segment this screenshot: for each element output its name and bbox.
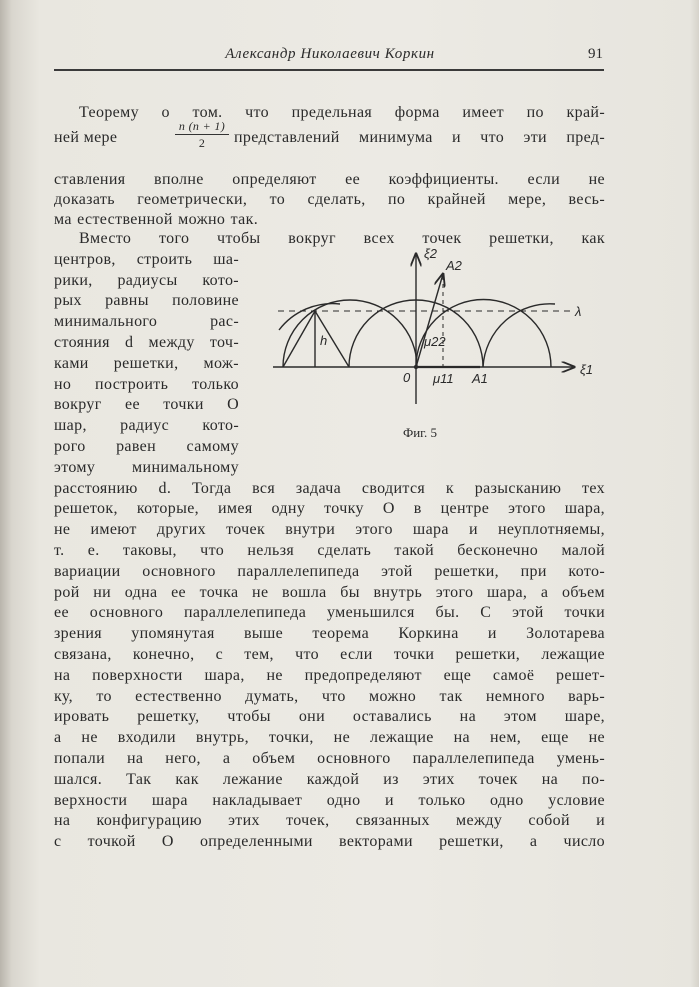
text-line: центров, строить ша- — [54, 251, 239, 268]
running-header-title: Александр Николаевич Коркин — [225, 46, 435, 62]
text-line: на поверхности шара, не предопределяют еще самоё решет- — [54, 667, 605, 684]
text-line: ировать решетку, чтобы они оставались на этом шаре, — [54, 708, 605, 725]
mu22-label: μ22 — [424, 334, 446, 349]
text-line: ее основного параллелепипеда уменьшился бы. С этой точки — [54, 604, 605, 621]
text-line: шар, радиус кото- — [54, 417, 239, 434]
arc — [279, 304, 340, 330]
text-line: рики, радиусы кото- — [54, 272, 239, 289]
text-line: т. е. таковы, что нельзя сделать такой бесконечно малой — [54, 542, 605, 559]
A1-label: A1 — [472, 371, 488, 386]
figure-caption: Фиг. 5 — [402, 425, 438, 440]
fraction-denominator: 2 — [198, 136, 206, 150]
text-line: зрения упомянутая выше теорема Коркина и Золотарева — [54, 625, 605, 642]
A2-label: A2 — [446, 258, 462, 273]
text-line: доказать геометрически, то сделать, по крайней мере, весь- — [54, 191, 605, 208]
text-line: с точкой O определенными векторами решетки, а число — [54, 833, 605, 850]
origin-label: 0 — [403, 370, 411, 385]
text-line: ставления вполне определяют ее коэффициенты. если не — [54, 171, 605, 188]
text-line: на конфигурацию этих точек, связанных между собой и — [54, 812, 605, 829]
text-line: связана, конечно, с тем, что если точки решетки, лежащие — [54, 646, 605, 663]
mu11-label: μ11 — [433, 371, 454, 386]
text-segment: представлений минимума и что эти пред- — [234, 129, 605, 146]
vector-OA2 — [416, 274, 443, 367]
text-line: этому минимальному — [54, 459, 239, 476]
text-line: попали на него, а объем основного параллелепипеда умень- — [54, 750, 605, 767]
arc — [483, 304, 555, 367]
xi1-label: ξ1 — [580, 362, 594, 377]
text-line: рой ни одна ее точка не вошла бы внутрь этого шара, а объем — [54, 584, 605, 601]
text-line: расстоянию d. Тогда вся задача сводится к разысканию тех — [54, 480, 605, 497]
text-line: ками решетки, мож- — [54, 355, 239, 372]
xi2-label: ξ2 — [424, 246, 438, 261]
fraction-numerator: n (n + 1) — [175, 119, 229, 135]
text-segment: ней мере — [54, 129, 118, 146]
text-line: вокруг ее точки O — [54, 396, 239, 413]
text-line: Вместо того чтобы вокруг всех точек решетки, как — [79, 230, 605, 247]
text-line: шался. Так как лежание каждой из этих точек на по- — [54, 771, 605, 788]
origin-point — [414, 365, 418, 369]
h-label: h — [320, 333, 328, 348]
text-line: стояния d между точ- — [54, 334, 239, 351]
text-line: а не входили внутрь, точки, не лежащие на нем, еще не — [54, 729, 605, 746]
text-line: минимального рас- — [54, 313, 239, 330]
text-line: Теорему о том. что предельная форма имеет по край- — [79, 104, 605, 121]
text-line: рых равны половине — [54, 292, 239, 309]
text-line: ку, то естественно думать, что можно так немного варь- — [54, 688, 605, 705]
text-line: верхности шара накладывает одно и только одно условие — [54, 792, 605, 809]
lambda-label: λ — [575, 304, 582, 319]
text-line: ма естественной можно так. — [54, 211, 259, 228]
text-line: не имеют других точек внутри этого шара и неуплотняемы, — [54, 521, 605, 538]
text-line: решеток, которые, имея одну точку O в центре этого шара, — [54, 500, 605, 517]
triangle-side — [283, 311, 315, 367]
text-line: вариации основного параллелепипеда этой решетки, при кото- — [54, 563, 605, 580]
page-number: 91 — [588, 46, 603, 62]
text-line: но построить только — [54, 376, 239, 393]
text-line: рого равен самому — [54, 438, 239, 455]
